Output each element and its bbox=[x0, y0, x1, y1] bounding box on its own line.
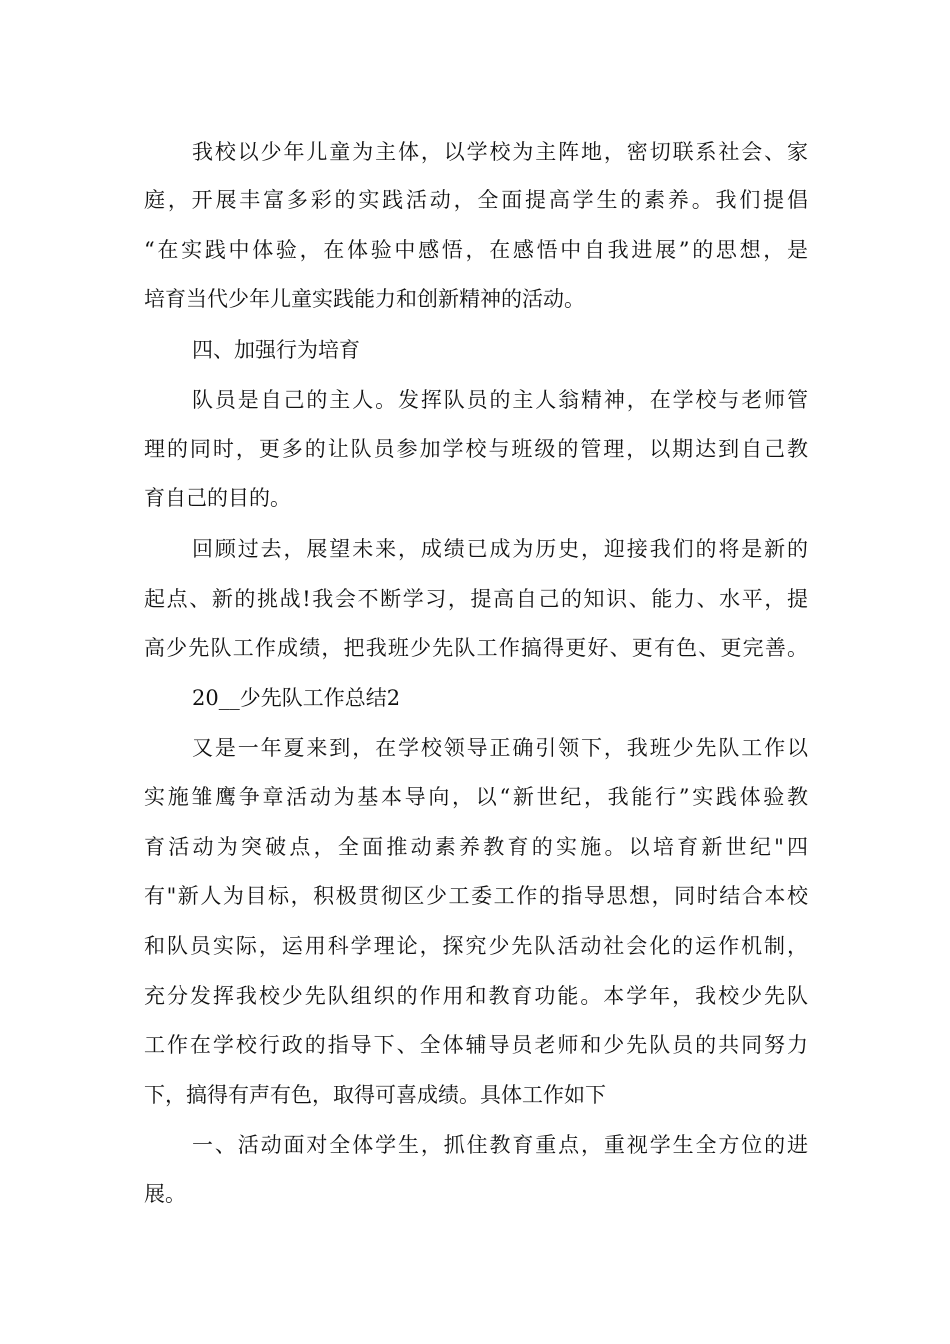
paragraph-5-line-1: 一、活动面对全体学生，抓住教育重点，重视学生全方位的进 bbox=[192, 1133, 808, 1157]
paragraph-4-line-6: 充分发挥我校少先队组织的作用和教育功能。本学年，我校少先队 bbox=[144, 984, 808, 1008]
paragraph-4-line-5: 和队员实际，运用科学理论，探究少先队活动社会化的运作机制， bbox=[144, 934, 808, 958]
paragraph-1-line-4: 培育当代少年儿童实践能力和创新精神的活动。 bbox=[144, 287, 585, 311]
paragraph-1-line-3: “在实践中体验，在体验中感悟，在感悟中自我进展”的思想，是 bbox=[144, 238, 808, 262]
paragraph-2-line-3: 育自己的目的。 bbox=[144, 486, 291, 510]
paragraph-2-line-1: 队员是自己的主人。发挥队员的主人翁精神，在学校与老师管 bbox=[192, 388, 808, 412]
paragraph-3-line-1: 回顾过去，展望未来，成绩已成为历史，迎接我们的将是新的 bbox=[192, 537, 808, 561]
paragraph-4-line-3: 育活动为突破点，全面推动素养教育的实施。以培育新世纪"四 bbox=[144, 835, 808, 859]
paragraph-4-line-8: 下，搞得有声有色，取得可喜成绩。具体工作如下 bbox=[144, 1083, 606, 1107]
paragraph-1-line-1: 我校以少年儿童为主体，以学校为主阵地，密切联系社会、家 bbox=[192, 140, 808, 164]
section-title-summary-2: 20__少先队工作总结2 bbox=[192, 686, 401, 710]
paragraph-4-line-1: 又是一年夏来到，在学校领导正确引领下，我班少先队工作以 bbox=[192, 736, 808, 760]
paragraph-1-line-2: 庭，开展丰富多彩的实践活动，全面提高学生的素养。我们提倡 bbox=[144, 188, 808, 212]
paragraph-3-line-2: 起点、新的挑战!我会不断学习，提高自己的知识、能力、水平，提 bbox=[144, 587, 808, 611]
paragraph-2-line-2: 理的同时，更多的让队员参加学校与班级的管理，以期达到自己教 bbox=[144, 437, 808, 461]
paragraph-5-line-2: 展。 bbox=[144, 1182, 186, 1206]
paragraph-4-line-2: 实施雏鹰争章活动为基本导向，以“新世纪，我能行”实践体验教 bbox=[144, 785, 808, 809]
section-heading-4: 四、加强行为培育 bbox=[192, 338, 360, 362]
paragraph-4-line-4: 有"新人为目标，积极贯彻区少工委工作的指导思想，同时结合本校 bbox=[144, 884, 808, 908]
paragraph-3-line-3: 高少先队工作成绩，把我班少先队工作搞得更好、更有色、更完善。 bbox=[144, 636, 808, 660]
paragraph-4-line-7: 工作在学校行政的指导下、全体辅导员老师和少先队员的共同努力 bbox=[144, 1033, 808, 1057]
